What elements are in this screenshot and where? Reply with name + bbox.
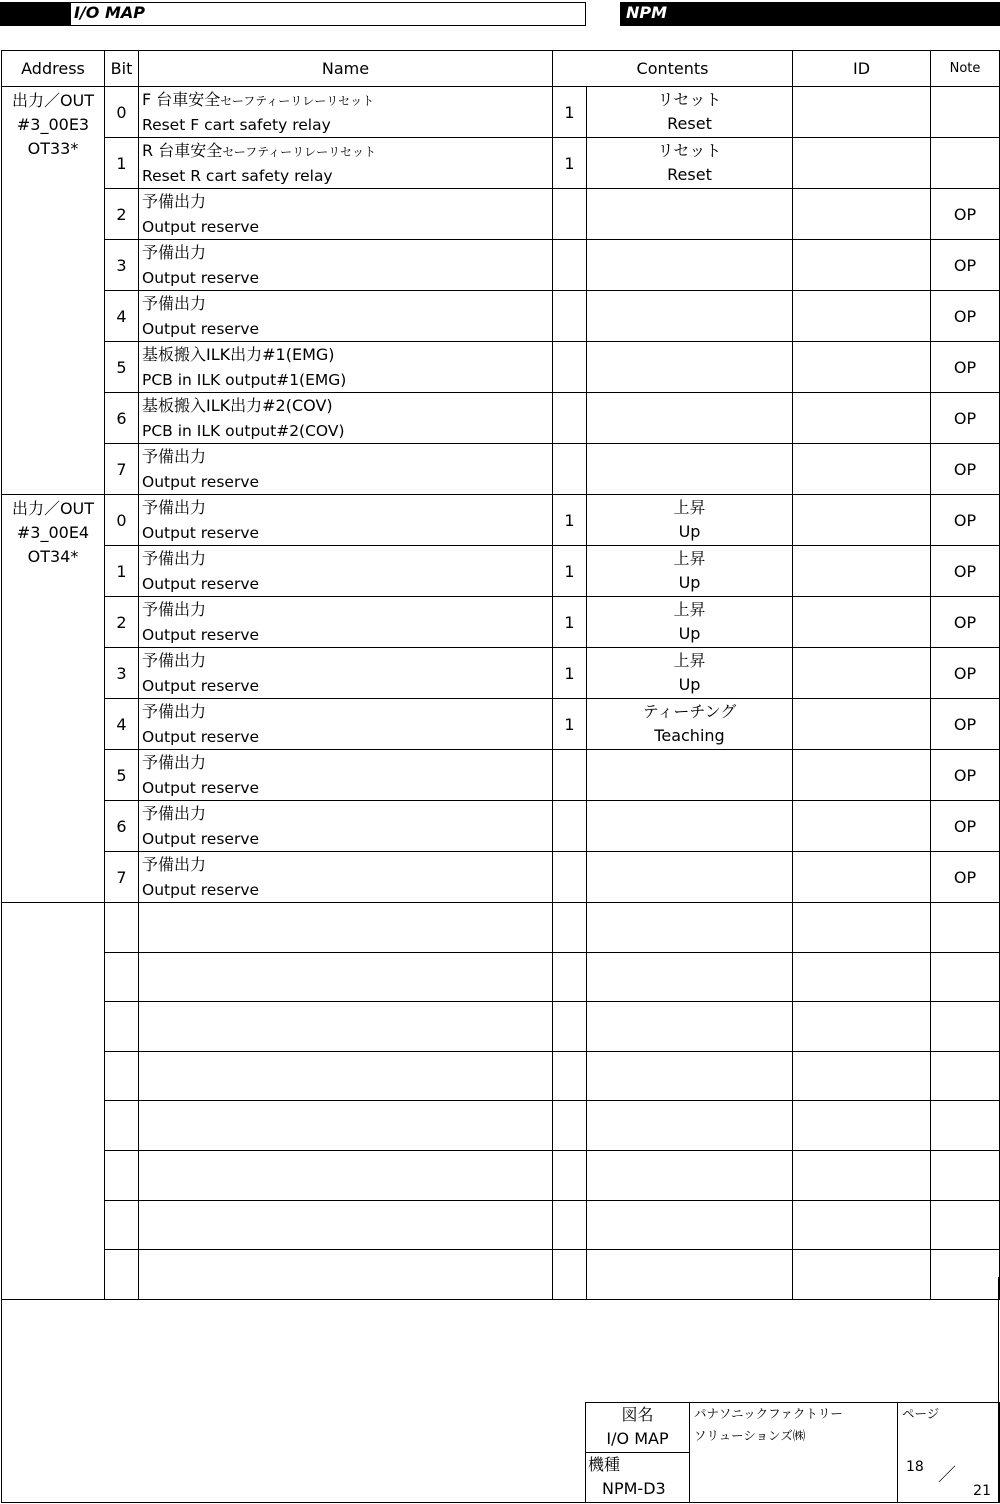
value-cell [553,444,587,495]
id-cell [793,546,931,597]
contents-cell [587,393,793,444]
name-cell [139,138,553,189]
name-jp-main: 予備出力 [142,447,207,466]
value-cell [553,1200,587,1250]
id-cell [793,1200,931,1250]
address-line: OT34* [27,547,79,566]
io-map-table [1,50,1000,1300]
value-cell: 1 [553,495,587,546]
name-jp-main: 予備出力 [142,600,207,619]
drawing-name-label: 図名 [621,1405,654,1424]
name-en: Output reserve [142,728,260,746]
col-id: ID [793,51,931,87]
contents-cell [587,495,793,546]
id-cell [793,138,931,189]
value-cell [553,952,587,1002]
value-cell: 1 [553,648,587,699]
name-cell [139,189,553,240]
name-en: Output reserve [142,218,260,236]
name-cell [139,546,553,597]
table-row [2,801,1000,852]
name-en: Output reserve [142,320,260,338]
name-cell [139,87,553,138]
id-cell [793,189,931,240]
value-cell [553,291,587,342]
value-cell [553,189,587,240]
name-jp [142,853,552,878]
name-en: Reset R cart safety relay [142,167,333,185]
id-cell [793,393,931,444]
table-row [2,546,1000,597]
name-jp [142,700,552,725]
contents-cell [587,1101,793,1151]
name-jp [142,139,552,164]
contents-cell [587,342,793,393]
contents-jp: ティーチング [642,702,737,721]
name-en: Output reserve [142,473,260,491]
name-jp-main: 予備出力 [142,294,207,313]
name-cell [139,393,553,444]
drawing-name-value: I/O MAP [606,1429,669,1448]
value-cell: 1 [553,138,587,189]
name-jp [142,241,552,266]
table-row [2,444,1000,495]
table-row [2,648,1000,699]
contents-cell [587,1051,793,1101]
name-jp [142,649,552,674]
id-cell [793,750,931,801]
name-jp-main: 予備出力 [142,243,207,262]
id-cell [793,801,931,852]
table-row [2,699,1000,750]
contents-cell [587,87,793,138]
name-jp-main: 基板搬入ILK出力#2(COV) [142,396,333,415]
contents-cell [587,750,793,801]
note-cell: OP [931,801,1000,852]
contents-en: Up [678,522,701,541]
name-jp-main: R 台車安全 [142,141,223,160]
contents-jp: 上昇 [673,651,706,670]
value-cell [553,1101,587,1151]
id-cell [793,495,931,546]
value-cell [553,240,587,291]
bit-cell [105,903,139,953]
table-row [2,393,1000,444]
name-jp [142,751,552,776]
name-en: PCB in ILK output#1(EMG) [142,371,347,389]
bit-cell: 1 [105,138,139,189]
name-cell [139,495,553,546]
id-cell [793,342,931,393]
value-cell [553,342,587,393]
bit-cell [105,1200,139,1250]
contents-jp: 上昇 [673,549,706,568]
note-cell: OP [931,546,1000,597]
empty-row [2,1051,1000,1101]
name-en: Output reserve [142,881,260,899]
note-cell: OP [931,444,1000,495]
value-cell: 1 [553,597,587,648]
name-cell [139,597,553,648]
name-jp-main: 予備出力 [142,651,207,670]
company-line2: ソリューションズ㈱ [694,1428,806,1443]
id-cell [793,291,931,342]
name-jp [142,394,552,419]
bit-cell: 7 [105,852,139,903]
note-cell [931,1200,1000,1250]
note-cell: OP [931,495,1000,546]
contents-jp: リセット [657,90,722,109]
table-header-row [2,51,1000,87]
value-cell [553,903,587,953]
name-cell [139,952,553,1002]
id-cell [793,648,931,699]
note-cell: OP [931,342,1000,393]
bit-cell: 4 [105,291,139,342]
id-cell [793,240,931,291]
bit-cell: 2 [105,189,139,240]
table-row [2,138,1000,189]
value-cell [553,852,587,903]
col-contents: Contents [553,51,793,87]
bit-cell [105,1051,139,1101]
note-cell [931,1150,1000,1200]
page-current: 18 [906,1459,924,1475]
note-cell: OP [931,699,1000,750]
name-cell [139,240,553,291]
value-cell [553,801,587,852]
bit-cell: 2 [105,597,139,648]
col-bit: Bit [105,51,139,87]
contents-cell [587,546,793,597]
address-line: #3_00E4 [16,523,90,542]
name-cell [139,1200,553,1250]
bit-cell [105,1002,139,1052]
address-cell [2,495,105,903]
header-right-title: NPM [626,3,668,22]
empty-row [2,1002,1000,1052]
contents-jp: リセット [657,141,722,160]
id-cell [793,852,931,903]
value-cell [553,1150,587,1200]
contents-cell [587,291,793,342]
name-jp [142,598,552,623]
name-jp-main: 予備出力 [142,753,207,772]
empty-row [2,1101,1000,1151]
name-jp-main: 予備出力 [142,804,207,823]
address-line: OT33* [27,139,79,158]
bit-cell: 7 [105,444,139,495]
name-cell [139,1150,553,1200]
col-address: Address [2,51,105,87]
value-cell: 1 [553,546,587,597]
empty-row [2,1200,1000,1250]
model-label: 機種 [588,1455,621,1474]
table-row [2,342,1000,393]
address-cell [2,87,105,495]
name-en: Output reserve [142,626,260,644]
bit-cell: 3 [105,240,139,291]
name-jp [142,802,552,827]
name-jp [142,292,552,317]
name-jp-main: 予備出力 [142,702,207,721]
contents-cell [587,1150,793,1200]
name-en: Output reserve [142,524,260,542]
note-cell [931,138,1000,189]
id-cell [793,699,931,750]
note-cell [931,952,1000,1002]
contents-en: Up [678,624,701,643]
name-en: Reset F cart safety relay [142,116,331,134]
name-jp-main: 予備出力 [142,498,207,517]
name-cell [139,342,553,393]
name-cell [139,750,553,801]
contents-en: Reset [667,165,712,184]
contents-cell [587,597,793,648]
note-cell: OP [931,852,1000,903]
bit-cell [105,1101,139,1151]
contents-cell [587,240,793,291]
note-cell [931,1002,1000,1052]
bit-cell: 5 [105,750,139,801]
note-cell [931,1101,1000,1151]
name-cell [139,1002,553,1052]
value-cell [553,393,587,444]
name-en: Output reserve [142,779,260,797]
name-jp-small: セーフティーリレーリセット [222,145,377,159]
address-line: 出力／OUT [11,91,95,110]
contents-cell [587,801,793,852]
contents-en: Up [678,573,701,592]
name-jp-main: 予備出力 [142,549,207,568]
contents-cell [587,903,793,953]
contents-cell [587,138,793,189]
name-jp [142,547,552,572]
col-name: Name [139,51,553,87]
table-row [2,750,1000,801]
name-cell [139,801,553,852]
value-cell [553,1051,587,1101]
id-cell [793,1101,931,1151]
contents-en: Teaching [654,726,725,745]
name-cell [139,1101,553,1151]
contents-jp: 上昇 [673,600,706,619]
name-en: Output reserve [142,830,260,848]
note-cell: OP [931,291,1000,342]
name-jp [142,190,552,215]
value-cell: 1 [553,87,587,138]
value-cell [553,750,587,801]
name-jp-main: 予備出力 [142,192,207,211]
note-cell: OP [931,597,1000,648]
header-title-bar [70,2,586,26]
contents-cell [587,952,793,1002]
header-left-fill [0,2,70,26]
note-cell: OP [931,189,1000,240]
note-cell: OP [931,750,1000,801]
id-cell [793,1002,931,1052]
contents-cell [587,444,793,495]
table-row [2,87,1000,138]
id-cell [793,903,931,953]
name-jp-main: F 台車安全 [142,90,221,109]
note-cell: OP [931,393,1000,444]
page-label: ページ [902,1406,940,1421]
bit-cell: 6 [105,801,139,852]
header-left-title: I/O MAP [74,3,145,22]
model-value: NPM-D3 [602,1479,666,1498]
bit-cell [105,952,139,1002]
note-cell: OP [931,240,1000,291]
name-cell [139,444,553,495]
name-jp-main: 予備出力 [142,855,207,874]
col-note: Note [931,51,1000,87]
empty-row [2,1150,1000,1200]
address-cell-empty [2,903,105,1300]
name-cell [139,699,553,750]
id-cell [793,597,931,648]
bit-cell: 0 [105,495,139,546]
name-en: PCB in ILK output#2(COV) [142,422,345,440]
note-cell [931,903,1000,953]
id-cell [793,1150,931,1200]
name-cell [139,291,553,342]
table-row [2,597,1000,648]
id-cell [793,1051,931,1101]
table-row [2,852,1000,903]
contents-cell [587,648,793,699]
name-cell [139,852,553,903]
table-row [2,189,1000,240]
id-cell [793,444,931,495]
contents-cell [587,1002,793,1052]
contents-en: Up [678,675,701,694]
name-cell [139,903,553,953]
value-cell [553,1002,587,1052]
header-right-bar [620,2,1000,26]
bit-cell: 6 [105,393,139,444]
name-en: Output reserve [142,269,260,287]
title-block [585,1402,1000,1503]
bit-cell: 3 [105,648,139,699]
empty-row [2,903,1000,953]
contents-cell [587,189,793,240]
contents-en: Reset [667,114,712,133]
name-jp [142,445,552,470]
drawing-name-cell [586,1403,690,1453]
bit-cell: 1 [105,546,139,597]
table-row [2,240,1000,291]
note-cell [931,1051,1000,1101]
name-jp [142,496,552,521]
bit-cell: 4 [105,699,139,750]
company-line1: パナソニックファクトリー [694,1406,843,1421]
bit-cell [105,1150,139,1200]
empty-row [2,952,1000,1002]
name-en: Output reserve [142,575,260,593]
table-row [2,291,1000,342]
name-en: Output reserve [142,677,260,695]
note-cell: OP [931,648,1000,699]
address-line: 出力／OUT [11,499,95,518]
page-cell [898,1403,1000,1503]
page-total: 21 [973,1483,991,1499]
contents-cell [587,1200,793,1250]
bit-cell: 5 [105,342,139,393]
value-cell: 1 [553,699,587,750]
address-line: #3_00E3 [16,115,90,134]
company-cell [690,1403,898,1503]
id-cell [793,87,931,138]
table-row [2,495,1000,546]
name-jp-small: セーフティーリレーリセット [220,94,375,108]
name-cell [139,648,553,699]
note-cell [931,87,1000,138]
name-cell [139,1051,553,1101]
contents-cell [587,699,793,750]
contents-cell [587,852,793,903]
bit-cell: 0 [105,87,139,138]
model-cell [586,1453,690,1503]
name-jp [142,343,552,368]
page-separator: ／ [938,1465,956,1486]
name-jp-main: 基板搬入ILK出力#1(EMG) [142,345,335,364]
name-jp [142,88,552,113]
contents-jp: 上昇 [673,498,706,517]
id-cell [793,952,931,1002]
